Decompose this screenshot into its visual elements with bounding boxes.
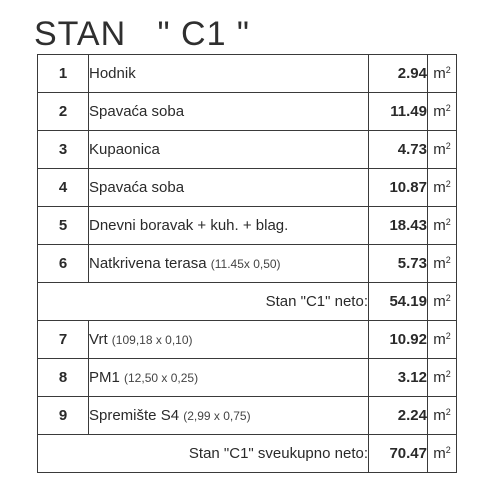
unit-cell [428, 245, 457, 283]
unit-base: m [433, 217, 446, 234]
room-name: Vrt [89, 331, 108, 348]
room-row [38, 359, 457, 397]
room-name: Kupaonica [89, 141, 160, 158]
room-area: 10.87 [369, 169, 428, 207]
unit-exponent: 2 [445, 141, 451, 151]
unit-cell [428, 55, 457, 93]
room-row [38, 169, 457, 207]
room-number: 3 [38, 131, 89, 169]
unit-exponent: 2 [445, 369, 451, 379]
room-dimensions: (11.45x 0,50) [210, 257, 281, 271]
unit-exponent: 2 [445, 217, 451, 227]
unit-cell [428, 321, 457, 359]
room-number: 2 [38, 93, 89, 131]
unit-base: m [433, 331, 446, 348]
room-area: 5.73 [369, 245, 428, 283]
room-number: 6 [38, 245, 89, 283]
unit-cell [428, 93, 457, 131]
room-name-cell [89, 321, 369, 359]
room-number: 8 [38, 359, 89, 397]
room-name: Spavaća soba [89, 179, 185, 196]
total-row-label: Stan "C1" sveukupno neto: [38, 435, 369, 473]
room-name: Spremište S4 [89, 407, 180, 424]
room-name: PM1 [89, 369, 120, 386]
room-row [38, 207, 457, 245]
room-row [38, 397, 457, 435]
room-name: Spavaća soba [89, 103, 185, 120]
unit-base: m [433, 445, 446, 462]
unit-cell [428, 169, 457, 207]
neto-row-area: 54.19 [369, 283, 428, 321]
room-number: 7 [38, 321, 89, 359]
total-row [38, 435, 457, 473]
unit-base: m [433, 141, 446, 158]
unit-base: m [433, 293, 446, 310]
unit-exponent: 2 [445, 255, 451, 265]
room-area: 2.94 [369, 55, 428, 93]
unit-exponent: 2 [445, 65, 451, 75]
room-area: 2.24 [369, 397, 428, 435]
neto-row [38, 283, 457, 321]
room-name-cell [89, 93, 369, 131]
unit-cell [428, 359, 457, 397]
room-name: Dnevni boravak + kuh. + blag. [89, 217, 289, 234]
room-number: 1 [38, 55, 89, 93]
room-name-cell [89, 207, 369, 245]
unit-base: m [433, 255, 446, 272]
room-number: 4 [38, 169, 89, 207]
room-area: 10.92 [369, 321, 428, 359]
unit-exponent: 2 [445, 293, 451, 303]
room-name-cell [89, 397, 369, 435]
room-number: 9 [38, 397, 89, 435]
room-dimensions: (12,50 x 0,25) [124, 371, 199, 385]
unit-cell [428, 397, 457, 435]
room-area: 18.43 [369, 207, 428, 245]
room-row [38, 245, 457, 283]
room-area: 3.12 [369, 359, 428, 397]
room-name-cell [89, 131, 369, 169]
room-number: 5 [38, 207, 89, 245]
room-name: Hodnik [89, 65, 136, 82]
room-name-cell [89, 245, 369, 283]
unit-cell [428, 435, 457, 473]
page-title: STAN " C1 " [34, 15, 250, 53]
unit-cell [428, 283, 457, 321]
room-name: Natkrivena terasa [89, 255, 207, 272]
unit-cell [428, 207, 457, 245]
room-area: 4.73 [369, 131, 428, 169]
neto-row-label: Stan "C1" neto: [38, 283, 369, 321]
room-dimensions: (2,99 x 0,75) [183, 409, 251, 423]
room-area: 11.49 [369, 93, 428, 131]
unit-exponent: 2 [445, 407, 451, 417]
unit-base: m [433, 407, 446, 424]
unit-base: m [433, 103, 446, 120]
unit-exponent: 2 [445, 103, 451, 113]
room-name-cell [89, 55, 369, 93]
unit-base: m [433, 179, 446, 196]
room-row [38, 93, 457, 131]
room-name-cell [89, 169, 369, 207]
room-row [38, 321, 457, 359]
area-table [37, 54, 457, 473]
unit-cell [428, 131, 457, 169]
unit-base: m [433, 65, 446, 82]
room-name-cell [89, 359, 369, 397]
room-row [38, 55, 457, 93]
unit-exponent: 2 [445, 179, 451, 189]
unit-exponent: 2 [445, 445, 451, 455]
total-row-area: 70.47 [369, 435, 428, 473]
unit-base: m [433, 369, 446, 386]
room-dimensions: (109,18 x 0,10) [111, 333, 193, 347]
room-row [38, 131, 457, 169]
unit-exponent: 2 [445, 331, 451, 341]
